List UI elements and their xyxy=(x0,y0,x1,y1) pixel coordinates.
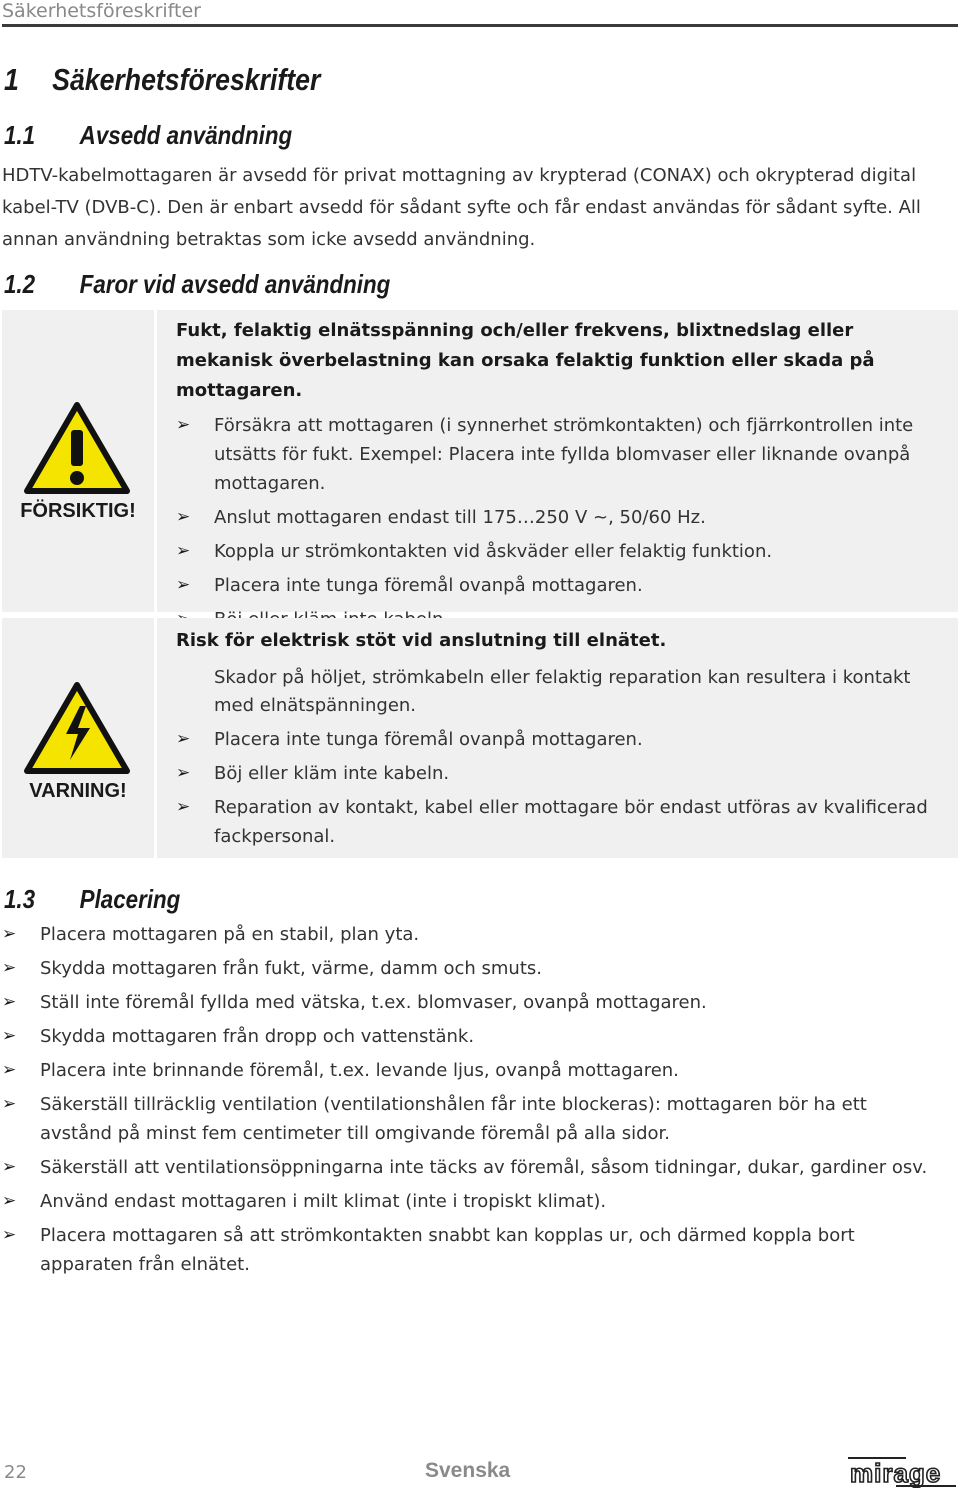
list-item xyxy=(176,571,952,600)
mirage-logo-icon xyxy=(846,1456,958,1488)
caution-label: FÖRSIKTIG! xyxy=(20,500,136,522)
list-item-text: Koppla ur strömkontakten vid åskväder eller felaktig funktion. xyxy=(214,541,773,562)
arrow-bullet-icon: ➢ xyxy=(176,797,191,817)
list-item xyxy=(2,1187,942,1216)
list-item xyxy=(2,1056,942,1085)
list-item xyxy=(2,920,942,949)
section-heading-1-1 xyxy=(4,120,292,151)
warning-text xyxy=(176,626,952,856)
caution-list xyxy=(176,411,952,634)
list-item-text: Placera inte tunga föremål ovanpå mottagaren. xyxy=(214,729,643,750)
list-item xyxy=(2,1090,942,1148)
section-heading-1-2 xyxy=(4,269,390,300)
logo-text: mirage xyxy=(850,1458,942,1488)
list-item xyxy=(2,1153,942,1182)
list-item xyxy=(2,988,942,1017)
intended-use-paragraph: HDTV-kabelmottagaren är avsedd för privat mottagning av krypterad (CONAX) och okrypterad digital kabel-TV (DVB-C). Den är enbart avsedd för sådant syfte och får endast användas för sådant syfte. All annan användning betraktas som icke avsedd användning. xyxy=(2,165,921,250)
list-item xyxy=(176,725,952,754)
list-item-text: Skydda mottagaren från dropp och vattenstänk. xyxy=(40,1026,475,1047)
page-number: 22 xyxy=(4,1462,27,1483)
arrow-bullet-icon: ➢ xyxy=(176,541,191,561)
list-item-text: Placera inte brinnande föremål, t.ex. levande ljus, ovanpå mottagaren. xyxy=(40,1060,679,1081)
chapter-heading xyxy=(4,62,320,98)
high-voltage-warning-icon xyxy=(24,682,130,774)
list-item-text: Försäkra att mottagaren (i synnerhet strömkontakten) och fjärrkontrollen inte utsätts för fukt. Exempel: Placera inte fyllda blomvaser eller liknande ovanpå mottagaren. xyxy=(214,415,914,494)
chapter-title: Säkerhetsföreskrifter xyxy=(52,62,321,97)
list-item-text: Anslut mottagaren endast till 175…250 V ~, 50/60 Hz. xyxy=(214,507,706,528)
running-header: Säkerhetsföreskrifter xyxy=(2,0,958,27)
list-item-text: Använd endast mottagaren i milt klimat (inte i tropiskt klimat). xyxy=(40,1191,607,1212)
list-item-text: Säkerställ att ventilationsöppningarna inte täcks av föremål, såsom tidningar, dukar, gardiner osv. xyxy=(40,1157,928,1178)
section-heading-1-3 xyxy=(4,884,180,915)
list-item xyxy=(176,759,952,788)
arrow-bullet-icon: ➢ xyxy=(176,507,191,527)
list-item xyxy=(2,1022,942,1051)
list-item xyxy=(176,793,952,851)
arrow-bullet-icon: ➢ xyxy=(2,1225,17,1245)
section-title: Avsedd användning xyxy=(79,120,293,150)
section-number: 1.3 xyxy=(4,884,36,914)
list-item-text: Placera inte tunga föremål ovanpå mottagaren. xyxy=(214,575,643,596)
warning-lead: Risk för elektrisk stöt vid anslutning till elnätet. xyxy=(176,630,667,651)
warning-box xyxy=(2,618,958,858)
caution-box xyxy=(2,310,958,612)
caution-icon-column xyxy=(2,310,157,612)
arrow-bullet-icon: ➢ xyxy=(2,958,17,978)
list-item-text: Reparation av kontakt, kabel eller mottagare bör endast utföras av kvalificerad fackpersonal. xyxy=(214,797,928,847)
chapter-number: 1 xyxy=(4,62,19,97)
arrow-bullet-icon: ➢ xyxy=(2,992,17,1012)
warning-list xyxy=(176,725,952,851)
placement-list xyxy=(2,920,942,1284)
arrow-bullet-icon: ➢ xyxy=(176,729,191,749)
arrow-bullet-icon: ➢ xyxy=(2,1157,17,1177)
warning-label: VARNING! xyxy=(29,780,127,802)
section-title: Placering xyxy=(79,884,181,914)
warning-icon-column xyxy=(2,618,157,858)
list-item-text: Placera mottagaren så att strömkontakten snabbt kan kopplas ur, och därmed koppla bort apparaten från elnätet. xyxy=(40,1225,855,1275)
arrow-bullet-icon: ➢ xyxy=(2,1060,17,1080)
warning-intro: Skador på höljet, strömkabeln eller felaktig reparation kan resultera i kontakt med elnätspänningen. xyxy=(214,667,911,716)
list-item xyxy=(2,1221,942,1279)
arrow-bullet-icon: ➢ xyxy=(2,924,17,944)
arrow-bullet-icon: ➢ xyxy=(176,575,191,595)
list-item-text: Böj eller kläm inte kabeln. xyxy=(214,763,450,784)
list-item-text: Skydda mottagaren från fukt, värme, damm och smuts. xyxy=(40,958,542,979)
arrow-bullet-icon: ➢ xyxy=(176,763,191,783)
section-number: 1.2 xyxy=(4,269,36,299)
section-number: 1.1 xyxy=(4,120,36,150)
list-item xyxy=(2,954,942,983)
list-item-text: Säkerställ tillräcklig ventilation (ventilationshålen får inte blockeras): mottagaren bör ha ett avstånd på minst fem centimeter till omgivande föremål på alla sidor. xyxy=(40,1094,867,1144)
caution-text xyxy=(176,316,952,639)
list-item-text: Ställ inte föremål fyllda med vätska, t.ex. blomvaser, ovanpå mottagaren. xyxy=(40,992,707,1013)
arrow-bullet-icon: ➢ xyxy=(2,1191,17,1211)
list-item xyxy=(176,411,952,498)
caution-lead: Fukt, felaktig elnätsspänning och/eller frekvens, blixtnedslag eller mekanisk överbelastning kan orsaka felaktig funktion eller skada på mottagaren. xyxy=(176,320,875,401)
list-item xyxy=(176,537,952,566)
arrow-bullet-icon: ➢ xyxy=(2,1026,17,1046)
exclamation-warning-icon xyxy=(24,402,130,494)
list-item-text: Placera mottagaren på en stabil, plan yta. xyxy=(40,924,420,945)
arrow-bullet-icon: ➢ xyxy=(2,1094,17,1114)
list-item xyxy=(176,503,952,532)
arrow-bullet-icon: ➢ xyxy=(176,415,191,435)
section-title: Faror vid avsedd användning xyxy=(79,269,391,299)
footer-language: Svenska xyxy=(425,1459,511,1482)
